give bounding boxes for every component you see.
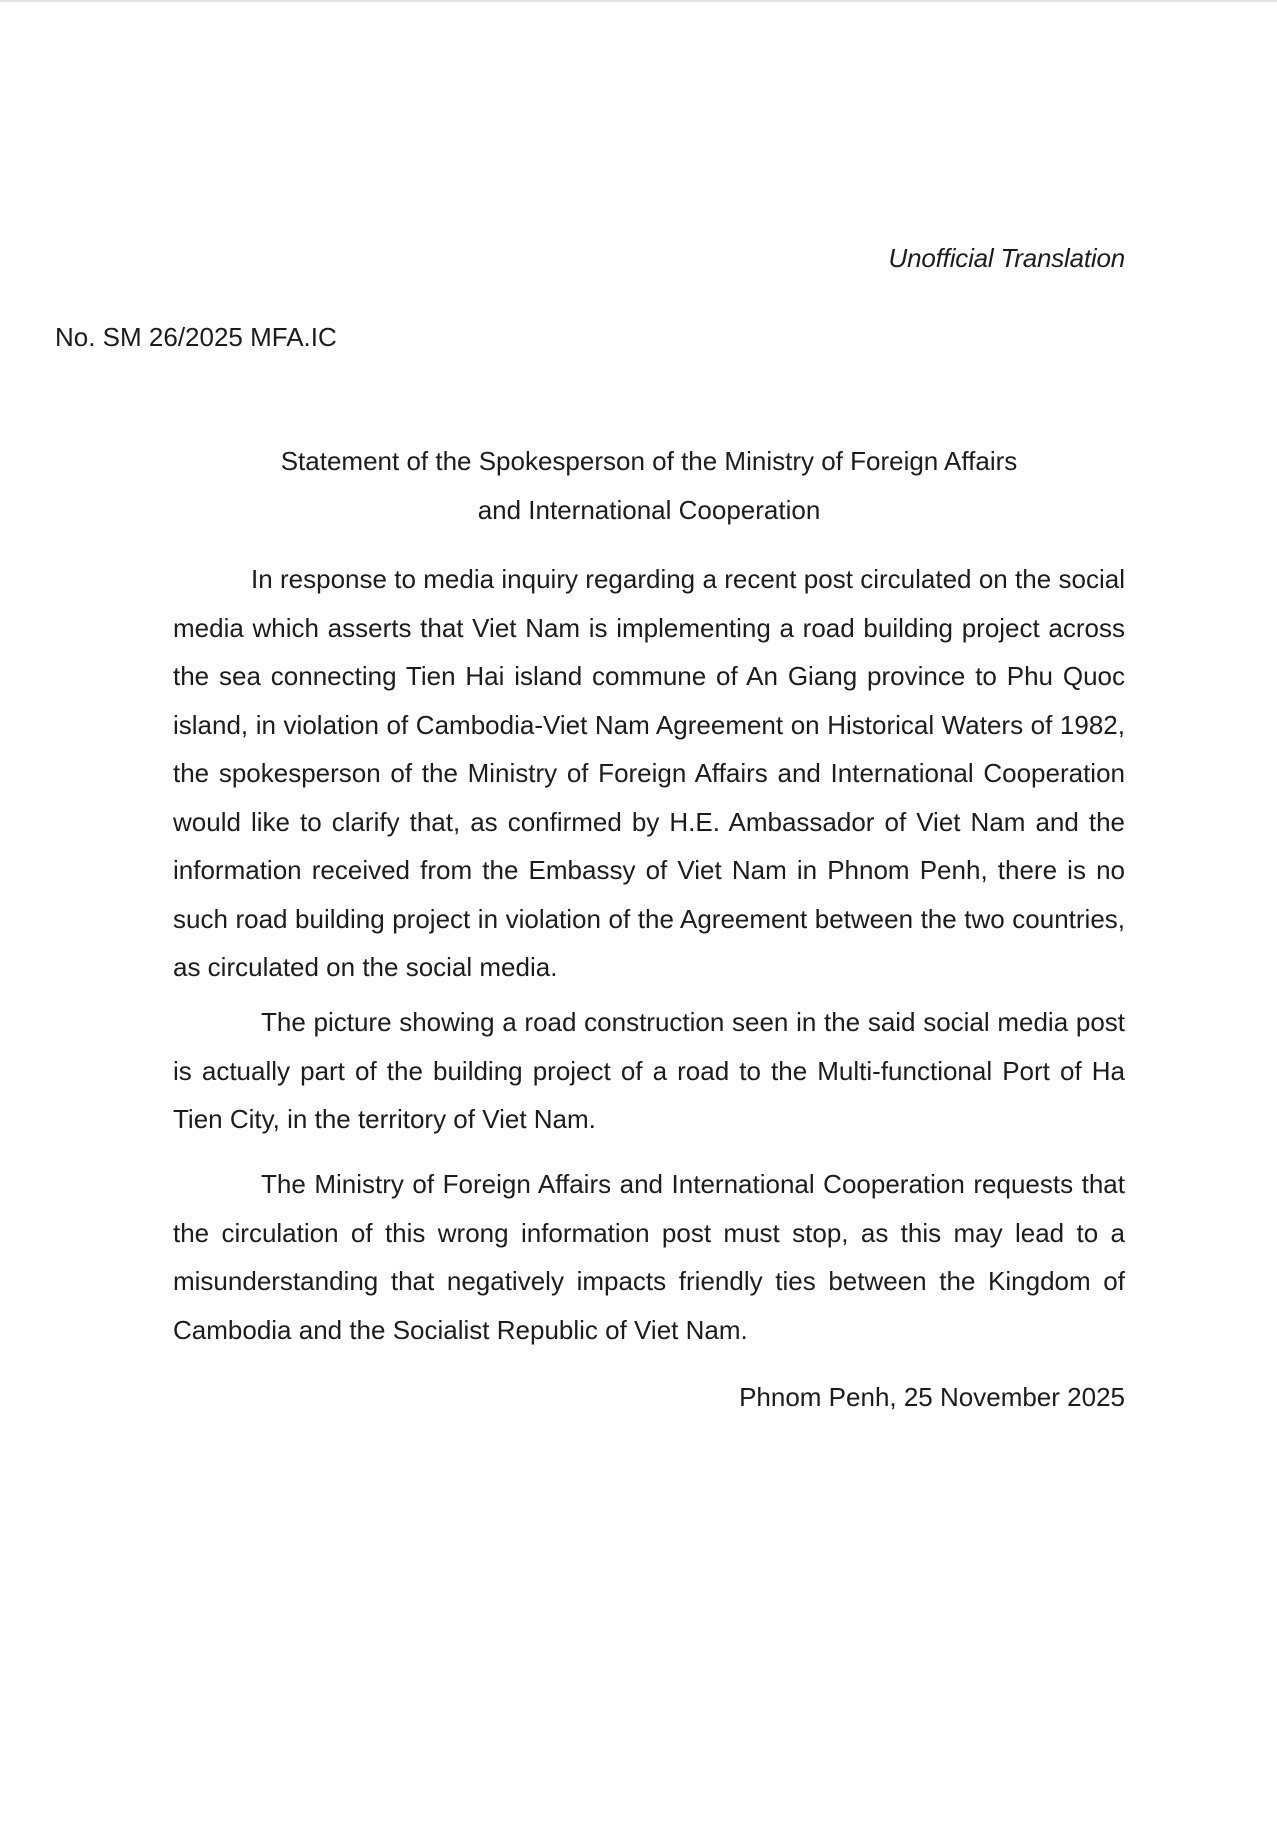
translation-note: Unofficial Translation xyxy=(888,243,1125,273)
place-and-date: Phnom Penh, 25 November 2025 xyxy=(739,1382,1125,1412)
page-top-edge xyxy=(0,0,1277,2)
body-paragraph-1: In response to media inquiry regarding a recent post circulated on the social media which asserts that Viet Nam is implementing a road building project across the sea connecting Tien Hai island commune of An Giang province to Phu Quoc island, in violation of Cambodia-Viet Nam Agreement on Historical Waters of 1982, the spokesperson of the Ministry of Foreign Affairs and International Cooperation would like to clarify that, as confirmed by H.E. Ambassador of Viet Nam and the information received from the Embassy of Viet Nam in Phnom Penh, there is no such road building project in violation of the Agreement between the two countries, as circulated on the social media. xyxy=(173,564,1125,982)
body-paragraph-3: The Ministry of Foreign Affairs and International Cooperation requests that the circulation of this wrong information post must stop, as this may lead to a misunderstanding that negatively impacts friendly ties between the Kingdom of Cambodia and the Socialist Republic of Viet Nam. xyxy=(173,1169,1125,1345)
reference-number: No. SM 26/2025 MFA.IC xyxy=(55,322,337,352)
statement-title xyxy=(173,437,1125,535)
statement-title-line-1: Statement of the Spokesperson of the Ministry of Foreign Affairs xyxy=(280,446,1018,476)
statement-title-line-2: and International Cooperation xyxy=(477,495,821,525)
body-paragraph-2: The picture showing a road construction seen in the said social media post is actually part of the building project of a road to the Multi-functional Port of Ha Tien City, in the territory of Viet Nam. xyxy=(173,1007,1125,1134)
